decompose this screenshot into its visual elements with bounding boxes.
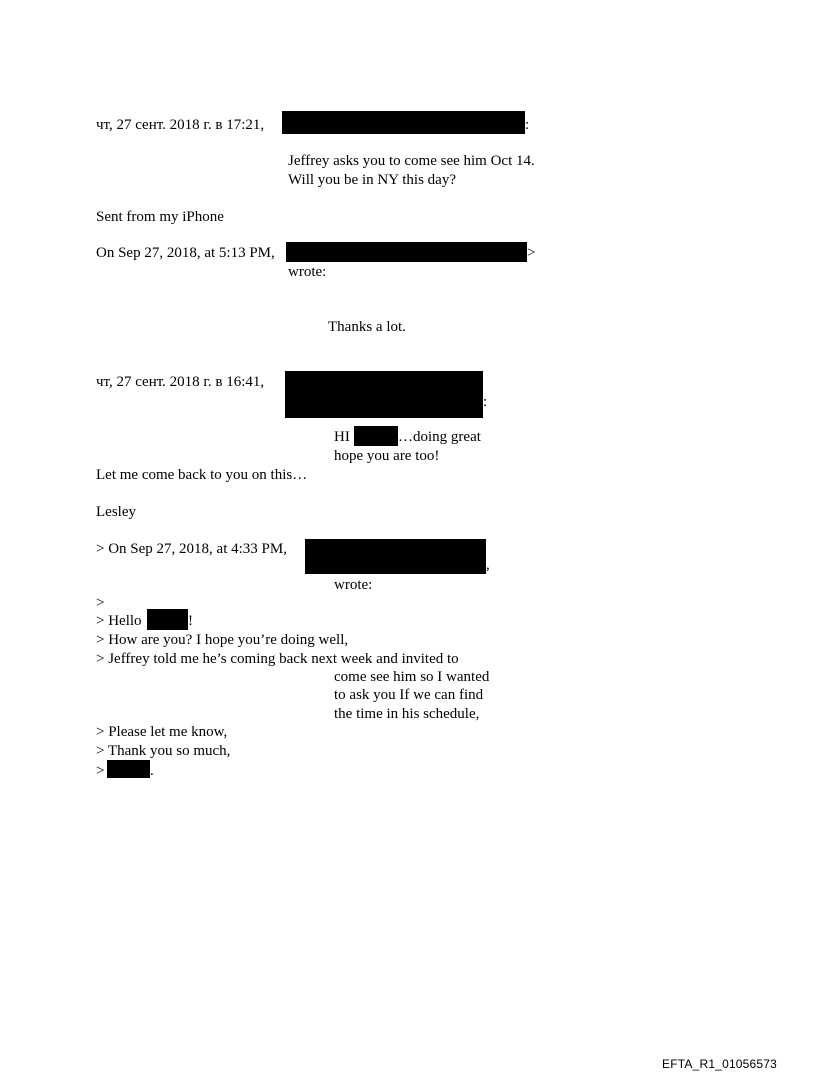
quoted-wrap-2: to ask you If we can find bbox=[334, 687, 484, 703]
redaction-block bbox=[107, 760, 150, 778]
header-1-date: чт, 27 сент. 2018 г. в 17:21, bbox=[96, 117, 265, 133]
quoted-wrap-1: come see him so I wanted bbox=[334, 669, 490, 685]
message-3-greeting-rest: …doing great bbox=[398, 429, 481, 445]
message-1-line-2: Will you be in NY this day? bbox=[288, 172, 456, 188]
redaction-block bbox=[286, 242, 527, 262]
sent-from-line: Sent from my iPhone bbox=[96, 209, 224, 225]
redaction-block bbox=[285, 371, 483, 418]
document-id: EFTA_R1_01056573 bbox=[662, 1057, 778, 1071]
header-1-suffix: : bbox=[525, 117, 530, 133]
message-2-text: Thanks a lot. bbox=[328, 319, 406, 335]
header-3-date: чт, 27 сент. 2018 г. в 16:41, bbox=[96, 374, 265, 390]
quoted-line-how: > How are you? I hope you’re doing well, bbox=[96, 632, 349, 648]
header-4-wrote: wrote: bbox=[334, 577, 373, 593]
quoted-blank-line: > bbox=[96, 595, 105, 611]
quoted-sig-suffix: . bbox=[150, 763, 154, 779]
header-4-suffix: , bbox=[486, 557, 490, 573]
signature: Lesley bbox=[96, 504, 136, 520]
quoted-wrap-3: the time in his schedule, bbox=[334, 706, 480, 722]
message-1-line-1: Jeffrey asks you to come see him Oct 14. bbox=[288, 153, 535, 169]
message-3-line-2: hope you are too! bbox=[334, 448, 440, 464]
quoted-sig-prefix: > bbox=[96, 763, 105, 779]
quoted-hello: > Hello bbox=[96, 613, 142, 629]
header-2-wrote: wrote: bbox=[288, 264, 327, 280]
reply-line: Let me come back to you on this… bbox=[96, 467, 308, 483]
header-3-suffix: : bbox=[483, 394, 488, 410]
quoted-line-please: > Please let me know, bbox=[96, 724, 228, 740]
redaction-block bbox=[354, 426, 398, 446]
redaction-block bbox=[147, 609, 188, 630]
quoted-hello-suffix: ! bbox=[188, 613, 193, 629]
header-4-date: > On Sep 27, 2018, at 4:33 PM, bbox=[96, 541, 287, 557]
header-2-date: On Sep 27, 2018, at 5:13 PM, bbox=[96, 245, 275, 261]
redaction-block bbox=[305, 539, 486, 574]
quoted-line-jeffrey: > Jeffrey told me he’s coming back next week and invited to bbox=[96, 651, 459, 667]
quoted-line-thanks: > Thank you so much, bbox=[96, 743, 231, 759]
redaction-block bbox=[282, 111, 525, 134]
header-2-suffix: > bbox=[527, 245, 536, 261]
message-3-greeting: HI bbox=[334, 429, 350, 445]
